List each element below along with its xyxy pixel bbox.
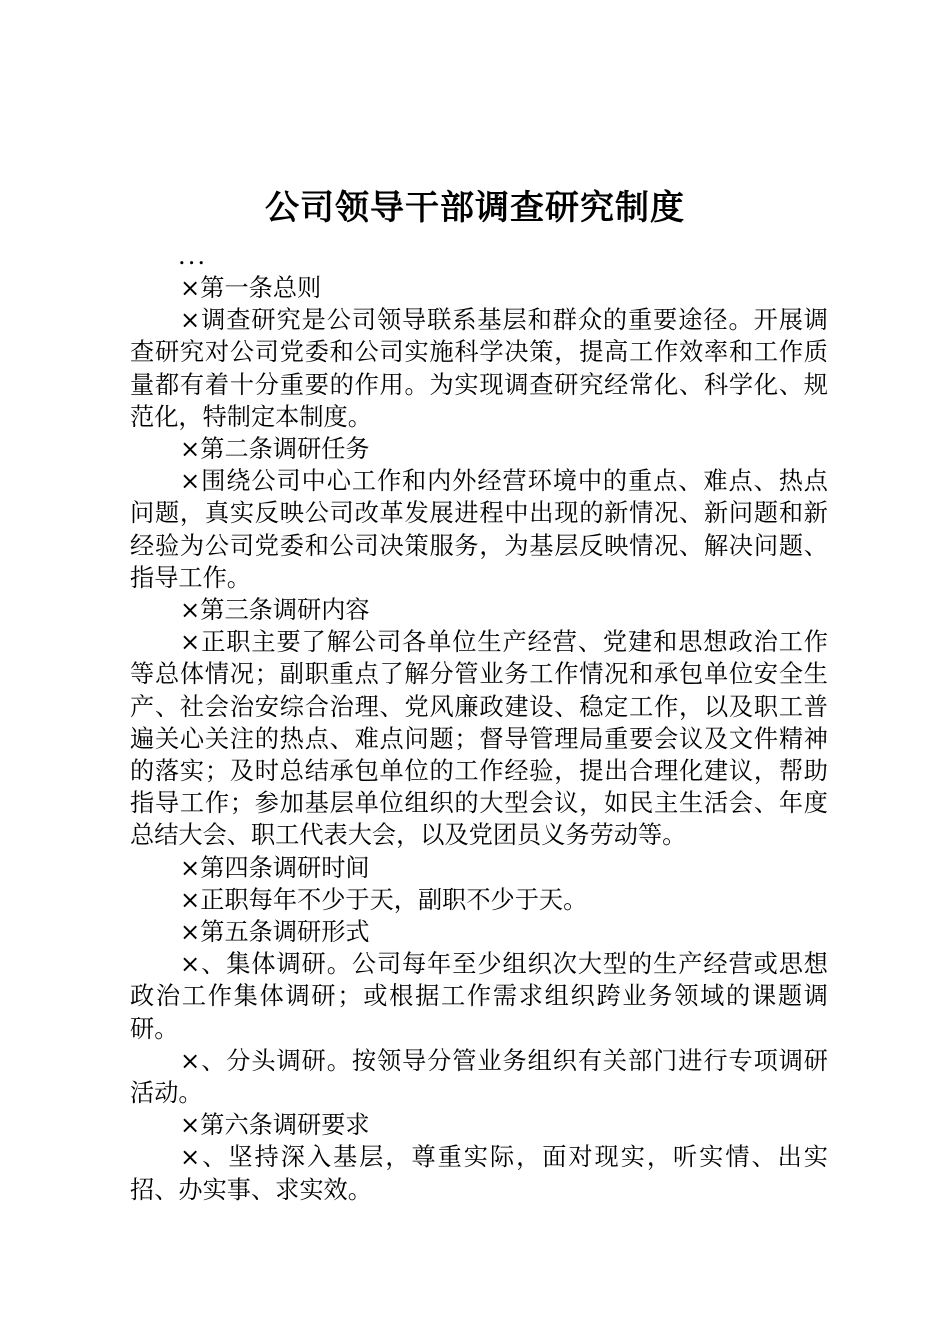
document-title: 公司领导干部调查研究制度 [265, 188, 685, 228]
article-5-heading: ×第五条调研形式 [180, 918, 370, 947]
article-2-text: ×围绕公司中心工作和内外经营环境中的重点、难点、热点问题，真实反映公司改革发展进程中出现的新情况、新问题和新经验为公司党委和公司决策服务，为基层反映情况、解决问题、指导工作。 [130, 467, 828, 592]
article-3-heading: ×第三条调研内容 [180, 596, 370, 625]
article-4-heading: ×第四条调研时间 [180, 853, 370, 882]
article-5-item-2: ×、分头调研。按领导分管业务组织有关部门进行专项调研活动。 [130, 1046, 828, 1108]
article-2-heading: ×第二条调研任务 [180, 435, 370, 464]
article-3-text: ×正职主要了解公司各单位生产经营、党建和思想政治工作等总体情况；副职重点了解分管业务工作情况和承包单位安全生产、社会治安综合治理、党风廉政建设、稳定工作，以及职工普遍关心关注的热点、难点问题；督导管理局重要会议及文件精神的落实；及时总结承包单位的工作经验，提出合理化建议，帮助指导工作；参加基层单位组织的大型会议，如民主生活会、年度总结大会、职工代表大会，以及党团员义务劳动等。 [130, 628, 828, 850]
article-6-item-1: ×、坚持深入基层，尊重实际，面对现实，听实情、出实招、办实事、求实效。 [130, 1143, 828, 1204]
ellipsis-marker: ... [178, 242, 208, 270]
article-1-heading: ×第一条总则 [180, 274, 322, 302]
article-1-text: ×调查研究是公司领导联系基层和群众的重要途径。开展调查研究对公司党委和公司实施科学决策，提高工作效率和工作质量都有着十分重要的作用。为实现调查研究经常化、科学化、规范化，特制定本制度。 [130, 306, 828, 431]
article-6-heading: ×第六条调研要求 [180, 1111, 370, 1140]
article-4-text: ×正职每年不少于天，副职不少于天。 [180, 885, 588, 914]
document-body [130, 240, 828, 1206]
article-5-item-1: ×、集体调研。公司每年至少组织次大型的生产经营或思想政治工作集体调研；或根据工作需求组织跨业务领域的课题调研。 [130, 950, 828, 1043]
